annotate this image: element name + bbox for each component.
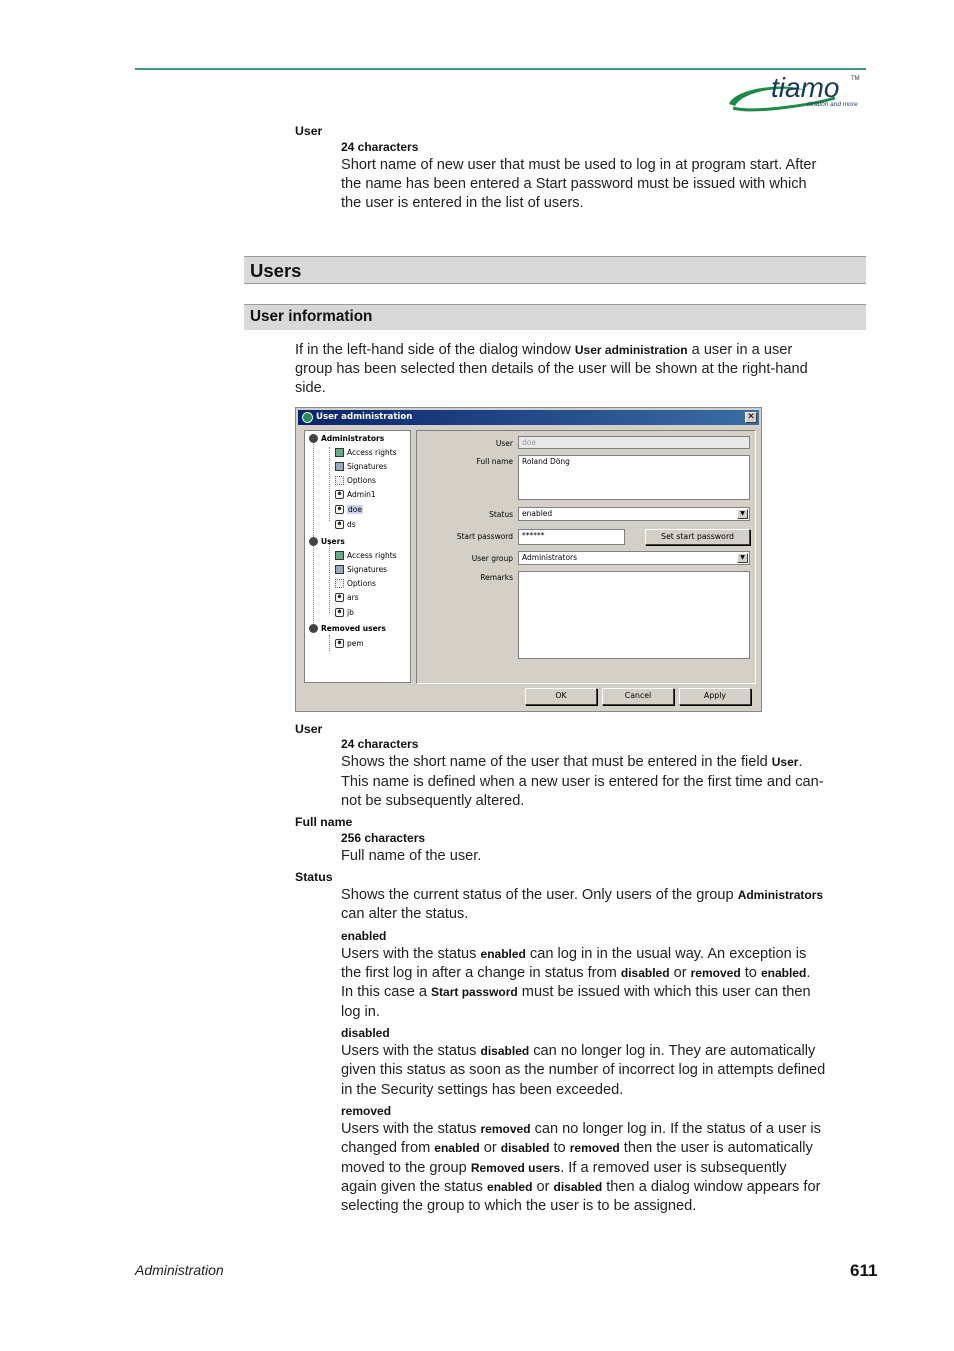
set-start-password-button[interactable]: Set start password [645, 529, 750, 545]
page-number: 611 [850, 1261, 878, 1280]
subsection-heading [244, 304, 866, 330]
user-icon [335, 490, 344, 499]
user-field-chars: 24 characters [341, 737, 419, 751]
header-rule [135, 68, 866, 70]
node-label: Options [347, 476, 376, 485]
removed-line-1 [341, 1120, 821, 1139]
label-start-password: Start password [456, 532, 513, 541]
bold-text: enabled [487, 1180, 533, 1194]
text: moved to the group [341, 1160, 471, 1176]
text: or [479, 1140, 501, 1156]
user-group-select[interactable] [518, 551, 750, 565]
para-line-2: group has been selected then details of the user will be shown at the right-hand [295, 361, 808, 377]
start-password-field[interactable]: ****** [518, 529, 625, 545]
user-field-line-3: not be subsequently altered. [341, 793, 525, 809]
enabled-line-1 [341, 945, 806, 964]
text: must be issued with which this user can then [517, 984, 811, 1000]
tree-node-signatures[interactable] [335, 462, 387, 471]
signatures-icon [335, 462, 344, 471]
status-label: Status [295, 870, 333, 884]
bold-text: disabled [620, 966, 670, 980]
tree-node-signatures-2[interactable] [335, 565, 387, 574]
status-value: enabled [522, 509, 553, 518]
tree-node-options-2[interactable] [335, 579, 376, 588]
node-label: ds [347, 520, 356, 529]
user-field[interactable]: doe [518, 436, 750, 449]
text: . [806, 965, 811, 981]
access-rights-icon [335, 448, 344, 457]
intro-line-2: the name has been entered a Start password must be issued with which [341, 176, 807, 192]
para-line-3: side. [295, 380, 326, 396]
chevron-down-icon[interactable]: ▼ [737, 509, 748, 519]
node-label: Removed users [321, 624, 386, 633]
removed-line-4 [341, 1178, 820, 1197]
removed-line-3 [341, 1159, 787, 1178]
text: can no longer log in. If the status of a user is [530, 1121, 821, 1137]
disabled-line-1 [341, 1042, 815, 1061]
removed-label: removed [341, 1104, 392, 1118]
tree-node-users[interactable] [309, 537, 345, 546]
tree-node-jb[interactable] [335, 608, 354, 617]
label-user: User [495, 439, 513, 448]
label-full-name: Full name [476, 457, 513, 466]
bold-text: disabled [500, 1141, 550, 1155]
enabled-line-3 [341, 983, 811, 1002]
logo-tagline: titration and more [807, 101, 858, 108]
apply-button[interactable]: Apply [679, 688, 751, 705]
user-icon [335, 608, 344, 617]
chevron-down-icon[interactable]: ▼ [737, 553, 748, 563]
para-line-1 [295, 341, 792, 360]
para-text: a user in a user [687, 342, 793, 358]
dialog-titlebar [298, 410, 759, 425]
bold-text: removed [569, 1141, 620, 1155]
full-name-field[interactable]: Roland Döng [518, 455, 750, 500]
user-details-panel [416, 430, 756, 684]
options-icon [335, 579, 344, 588]
tree-node-access-rights[interactable] [335, 448, 397, 457]
user-icon [335, 639, 344, 648]
status-select[interactable] [518, 507, 750, 521]
user-icon [335, 593, 344, 602]
subsection-title: User information [250, 308, 373, 325]
logo-text: tiamo [771, 72, 840, 103]
options-icon [335, 476, 344, 485]
fullname-line-1: Full name of the user. [341, 848, 482, 864]
close-button[interactable]: ✕ [745, 412, 757, 423]
tree-node-access-rights-2[interactable] [335, 551, 397, 560]
section-title: Users [250, 260, 302, 281]
status-line-2: can alter the status. [341, 906, 469, 922]
cancel-button[interactable]: Cancel [602, 688, 674, 705]
bold-text: Administrators [737, 888, 824, 902]
text: to [740, 965, 761, 981]
para-text: If in the left-hand side of the dialog window [295, 342, 575, 358]
tree-node-options[interactable] [335, 476, 376, 485]
intro-line-3: the user is entered in the list of users. [341, 195, 584, 211]
tree-node-doe[interactable] [335, 505, 363, 514]
fullname-chars: 256 characters [341, 831, 426, 845]
text: or [669, 965, 691, 981]
disabled-line-3: in the Security settings has been exceeded. [341, 1082, 624, 1098]
bold-text: enabled [480, 947, 526, 961]
removed-line-2 [341, 1139, 813, 1158]
user-field-line-1 [341, 753, 803, 772]
tree-node-administrators[interactable] [309, 434, 384, 443]
user-icon [335, 520, 344, 529]
group-icon [309, 624, 318, 633]
logo-tm: TM [851, 76, 860, 82]
status-line-1 [341, 886, 823, 905]
tree-node-ars[interactable] [335, 593, 359, 602]
tiamo-logo [725, 74, 867, 116]
remarks-field[interactable] [518, 571, 750, 659]
signatures-icon [335, 565, 344, 574]
tree-node-admin1[interactable] [335, 490, 376, 499]
removed-line-5: selecting the group to which the user is to be assigned. [341, 1198, 697, 1214]
bold-text: removed [690, 966, 741, 980]
text: Users with the status [341, 946, 481, 962]
bold-text: User [771, 755, 799, 769]
text: then the user is automatically [619, 1140, 813, 1156]
intro-line-1: Short name of new user that must be used to log in at program start. After [341, 157, 817, 173]
user-admin-dialog [295, 407, 762, 712]
bold-text: disabled [480, 1044, 530, 1058]
text: In this case a [341, 984, 432, 1000]
node-label: Signatures [347, 462, 388, 471]
text: . [798, 754, 803, 770]
fullname-label: Full name [295, 815, 353, 829]
node-label: jb [347, 608, 354, 617]
user-field-line-2: This name is defined when a new user is entered for the first time and can- [341, 774, 824, 790]
tree-node-removed-users[interactable] [309, 624, 386, 633]
bold-text: enabled [434, 1141, 480, 1155]
text: to [549, 1140, 570, 1156]
node-label: Access rights [347, 448, 397, 457]
text: again given the status [341, 1179, 488, 1195]
user-icon [335, 505, 344, 514]
text: Shows the current status of the user. Only users of the group [341, 887, 738, 903]
section-heading-users [244, 256, 866, 284]
group-icon [309, 434, 318, 443]
text: the first log in after a change in status from [341, 965, 621, 981]
text: changed from [341, 1140, 435, 1156]
tree-node-ds[interactable] [335, 520, 356, 529]
label-user-group: User group [471, 554, 513, 563]
tree-node-pem[interactable] [335, 639, 364, 648]
user-tree [304, 430, 411, 683]
ok-button[interactable]: OK [525, 688, 597, 705]
node-label-selected: doe [348, 505, 362, 514]
enabled-line-4: log in. [341, 1004, 380, 1020]
node-label: Users [321, 537, 345, 546]
node-label: Signatures [347, 565, 388, 574]
disabled-line-2: given this status as soon as the number of incorrect log in attempts defined [341, 1062, 826, 1078]
enabled-line-2 [341, 964, 810, 983]
text: Shows the short name of the user that must be entered in the field [341, 754, 772, 770]
access-rights-icon [335, 551, 344, 560]
bold-text: disabled [553, 1180, 603, 1194]
node-label: Administrators [321, 434, 385, 443]
text: then a dialog window appears for [602, 1179, 821, 1195]
bold-text: enabled [760, 966, 807, 980]
node-label: Options [347, 579, 376, 588]
bold-text: removed [480, 1122, 531, 1136]
text: Users with the status [341, 1121, 481, 1137]
user-group-value: Administrators [522, 553, 578, 562]
intro-chars: 24 characters [341, 140, 419, 154]
para-bold: User administration [574, 343, 688, 357]
bold-text: Start password [431, 985, 518, 999]
footer-section: Administration [135, 1262, 224, 1278]
bold-text: Removed users [470, 1161, 561, 1175]
intro-label: User [295, 124, 323, 138]
node-label: ars [347, 593, 359, 602]
dialog-title: User administration [316, 412, 413, 422]
text: Users with the status [341, 1043, 481, 1059]
node-label: Access rights [347, 551, 397, 560]
text: or [532, 1179, 554, 1195]
enabled-label: enabled [341, 929, 387, 943]
node-label: pem [347, 639, 364, 648]
label-status: Status [489, 510, 513, 519]
group-icon [309, 537, 318, 546]
user-field-label: User [295, 722, 323, 736]
label-remarks: Remarks [480, 573, 513, 582]
app-icon [302, 412, 313, 423]
text: can log in in the usual way. An exception is [525, 946, 807, 962]
disabled-label: disabled [341, 1026, 390, 1040]
node-label: Admin1 [347, 490, 376, 499]
text: . If a removed user is subsequently [560, 1160, 787, 1176]
text: can no longer log in. They are automatically [529, 1043, 816, 1059]
